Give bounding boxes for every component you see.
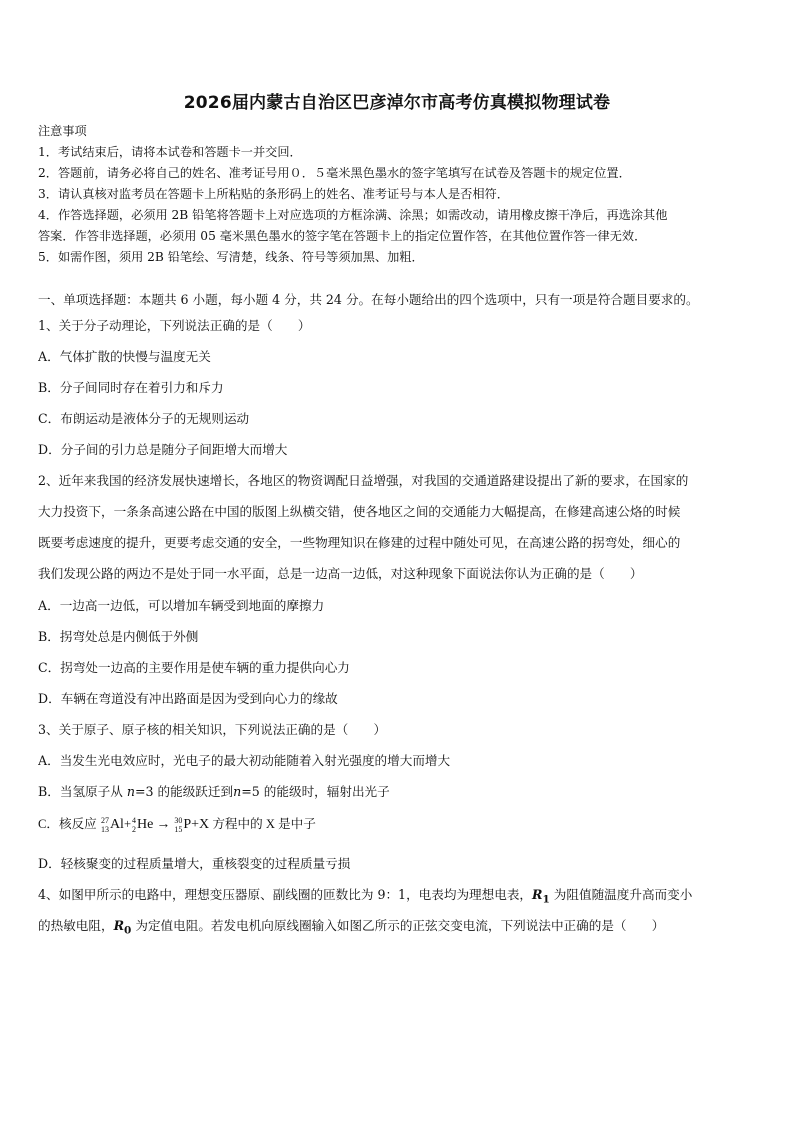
notice-item: 5．如需作图，须用 2B 铅笔绘、写清楚，线条、符号等须加黑、加粗． — [38, 250, 424, 264]
question-3-option-d: D．轻核聚变的过程质量增大，重核裂变的过程质量亏损 — [38, 856, 351, 871]
question-1-option-d: D．分子间的引力总是随分子间距增大而增大 — [38, 442, 288, 457]
question-3-option-c — [38, 813, 758, 834]
question-2-option-a: A．一边高一边低，可以增加车辆受到地面的摩擦力 — [38, 598, 325, 613]
stem-text: 为定值电阻。若发电机向原线圈输入如图乙所示的正弦交变电流，下列说法中正确的是（ ） — [131, 918, 665, 933]
nuclide-phosphorus — [174, 816, 209, 834]
nuclide-aluminum — [101, 816, 124, 834]
mass-number: 30 — [174, 816, 183, 826]
resistor-subscript: 1 — [542, 893, 550, 906]
question-2-stem-line: 2、近年来我国的经济发展快速增长，各地区的物资调配日益增强，对我国的交通道路建设提出了新的要求，在国家的 — [38, 473, 689, 488]
nuclide-numbers — [174, 816, 182, 834]
notice-item: 4．作答选择题，必须用 2B 铅笔将答题卡上对应选项的方框涂满、涂黑；如需改动，请用橡皮擦干净后，再选涂其他 — [38, 208, 668, 222]
atomic-number: 15 — [174, 825, 183, 835]
question-4-stem-line — [38, 915, 758, 937]
resistor-subscript: 0 — [124, 924, 132, 937]
question-1-stem: 1、关于分子动理论，下列说法正确的是（ ） — [38, 318, 311, 333]
element-symbol: P+X — [183, 817, 210, 833]
section-heading: 一、单项选择题：本题共 6 小题，每小题 4 分，共 24 分。在每小题给出的四个选项中，只有一项是符合题目要求的。 — [38, 292, 699, 307]
notice-item: 3．请认真核对监考员在答题卡上所粘贴的条形码上的姓名、准考证号与本人是否相符． — [38, 187, 509, 201]
resistor-symbol: R — [532, 887, 543, 902]
question-3-option-b — [38, 781, 758, 800]
nuclide-helium — [132, 816, 153, 834]
question-3-option-a: A．当发生光电效应时，光电子的最大初动能随着入射光强度的增大而增大 — [38, 753, 451, 768]
question-4-stem-line — [38, 884, 758, 906]
variable-n: n — [233, 784, 242, 799]
notice-item: 答案．作答非选择题，必须用 05 毫米黑色墨水的签字笔在答题卡上的指定位置作答，在其他位置作答一律无效． — [38, 229, 647, 243]
question-2-option-d: D．车辆在弯道没有冲出路面是因为受到向心力的缘故 — [38, 691, 338, 706]
question-1-option-b: B．分子间同时存在着引力和斥力 — [38, 380, 224, 395]
option-text: B．当氢原子从 — [38, 784, 127, 799]
nuclide-numbers — [101, 816, 109, 834]
question-2-stem-line: 既要考虑速度的提升，更要考虑交通的安全，一些物理知识在修建的过程中随处可见，在高速公路的拐弯处，细心的 — [38, 535, 681, 550]
option-text: C．核反应 — [38, 817, 97, 831]
atomic-number: 13 — [100, 825, 109, 835]
plus-sign: + — [123, 817, 132, 831]
notice-heading: 注意事项 — [38, 124, 87, 138]
stem-text: 4、如图甲所示的电路中，理想变压器原、副线圈的匝数比为 9：1，电表均为理想电表， — [38, 887, 533, 902]
question-3-stem: 3、关于原子、原子核的相关知识，下列说法正确的是（ ） — [38, 722, 387, 737]
mass-number: 4 — [132, 816, 137, 826]
question-1-option-a: A．气体扩散的快慢与温度无关 — [38, 349, 211, 364]
mass-number: 27 — [100, 816, 109, 826]
question-2-option-c: C．拐弯处一边高的主要作用是使车辆的重力提供向心力 — [38, 660, 350, 675]
atomic-number: 2 — [132, 825, 137, 835]
notice-item: 1．考试结束后，请将本试卷和答题卡一并交回． — [38, 145, 302, 159]
reaction-arrow: → — [156, 817, 171, 832]
stem-text: 的热敏电阻， — [38, 918, 114, 933]
question-1-option-c: C．布朗运动是液体分子的无规则运动 — [38, 411, 250, 426]
question-2-stem-line: 大力投资下，一条条高速公路在中国的版图上纵横交错，使各地区之间的交通能力大幅提高，在修建高速公烙的时候 — [38, 504, 681, 519]
resistor-symbol: R — [113, 918, 125, 933]
option-text: =3 的能级跃迁到 — [134, 784, 234, 799]
question-2-stem-line: 我们发现公路的两边不是处于同一水平面，总是一边高一边低，对这种现象下面说法你认为正确的是（ ） — [38, 566, 643, 581]
option-text: =5 的能级时，辐射出光子 — [241, 784, 390, 799]
question-2-option-b: B．拐弯处总是内侧低于外侧 — [38, 629, 199, 644]
notice-item: 2．答题前，请务必将自己的姓名、准考证号用０．５毫米黑色墨水的签字笔填写在试卷及答题卡的规定位置． — [38, 166, 631, 180]
variable-n: n — [126, 784, 135, 799]
option-text: 方程中的 X 是中子 — [209, 817, 316, 831]
stem-text: 为阻值随温度升高而变小 — [549, 887, 693, 902]
nuclide-numbers — [132, 816, 136, 834]
element-symbol: He — [137, 817, 154, 833]
exam-title: 2026届内蒙古自治区巴彦淖尔市高考仿真模拟物理试卷 — [183, 93, 611, 113]
element-symbol: Al — [109, 817, 124, 833]
